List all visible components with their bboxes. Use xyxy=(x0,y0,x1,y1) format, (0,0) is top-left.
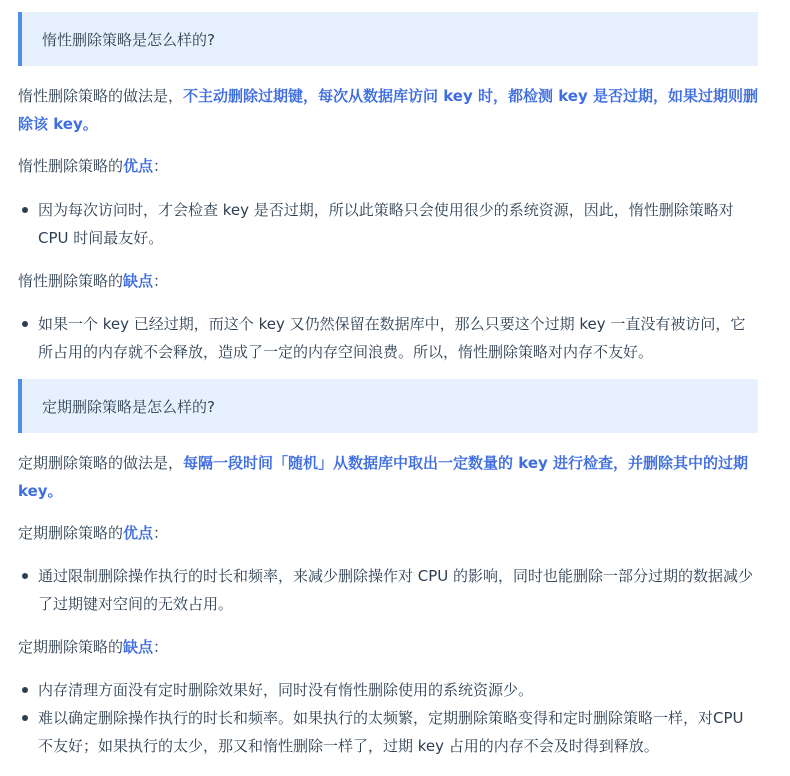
article-content xyxy=(18,12,758,760)
lazy-intro-prefix: 惰性删除策略的做法是， xyxy=(18,87,184,105)
lazy-cons-prefix: 惰性删除策略的 xyxy=(18,272,124,290)
bullet-dot-icon xyxy=(22,715,28,721)
periodic-question-callout xyxy=(18,379,758,433)
periodic-cons-item-text-2: 难以确定删除操作执行的时长和频率。如果执行的太频繁，定期删除策略变得和定时删除策略一样，对CPU不友好；如果执行的太少，那又和惰性删除一样了，过期 key 占用的内存不会及时得到释放。 xyxy=(38,709,744,755)
bullet-dot-icon xyxy=(22,321,28,327)
periodic-cons-suffix: ： xyxy=(153,638,169,656)
lazy-cons-suffix: ： xyxy=(153,272,169,290)
lazy-cons-item-text: 如果一个 key 已经过期，而这个 key 又仍然保留在数据库中，那么只要这个过期 key 一直没有被访问，它所占用的内存就不会释放，造成了一定的内存空间浪费。所以，惰性删除策略对内存不友好。 xyxy=(38,315,746,361)
periodic-pros-word: 优点 xyxy=(123,524,154,542)
bullet-dot-icon xyxy=(22,687,28,693)
lazy-pros-suffix: ： xyxy=(153,157,169,175)
bullet-dot-icon xyxy=(22,573,28,579)
periodic-cons-prefix: 定期删除策略的 xyxy=(18,638,124,656)
lazy-intro-paragraph xyxy=(18,82,758,138)
lazy-pros-heading xyxy=(18,152,758,180)
periodic-question-text: 定期删除策略是怎么样的? xyxy=(42,397,215,416)
lazy-pros-prefix: 惰性删除策略的 xyxy=(18,157,124,175)
periodic-pros-list xyxy=(18,562,758,618)
lazy-pros-list xyxy=(18,196,758,252)
list-item xyxy=(18,676,758,704)
list-item xyxy=(18,310,758,366)
lazy-question-callout xyxy=(18,12,758,66)
lazy-question-text: 惰性删除策略是怎么样的? xyxy=(42,30,215,49)
list-item xyxy=(18,196,758,252)
periodic-cons-list xyxy=(18,676,758,760)
periodic-intro-paragraph xyxy=(18,449,758,505)
periodic-pros-heading xyxy=(18,519,758,547)
periodic-intro-prefix: 定期删除策略的做法是， xyxy=(18,454,184,472)
list-item xyxy=(18,562,758,618)
periodic-cons-word: 缺点 xyxy=(123,638,154,656)
lazy-cons-heading xyxy=(18,267,758,295)
periodic-pros-item-text: 通过限制删除操作执行的时长和频率，来减少删除操作对 CPU 的影响，同时也能删除一部分过期的数据减少了过期键对空间的无效占用。 xyxy=(38,567,754,613)
periodic-pros-suffix: ： xyxy=(153,524,169,542)
lazy-cons-list xyxy=(18,310,758,366)
lazy-pros-word: 优点 xyxy=(123,157,154,175)
periodic-cons-item-text-1: 内存清理方面没有定时删除效果好，同时没有惰性删除使用的系统资源少。 xyxy=(38,681,534,699)
lazy-pros-item-text: 因为每次访问时，才会检查 key 是否过期，所以此策略只会使用很少的系统资源，因此，惰性删除策略对 CPU 时间最友好。 xyxy=(38,201,734,247)
periodic-pros-prefix: 定期删除策略的 xyxy=(18,524,124,542)
lazy-intro-highlight: 不主动删除过期键，每次从数据库访问 key 时，都检测 key 是否过期，如果过期则删除该 key。 xyxy=(18,87,758,133)
bullet-dot-icon xyxy=(22,207,28,213)
periodic-cons-heading xyxy=(18,633,758,661)
list-item xyxy=(18,704,758,760)
periodic-intro-highlight: 每隔一段时间「随机」从数据库中取出一定数量的 key 进行检查，并删除其中的过期key。 xyxy=(18,454,748,500)
lazy-cons-word: 缺点 xyxy=(123,272,154,290)
